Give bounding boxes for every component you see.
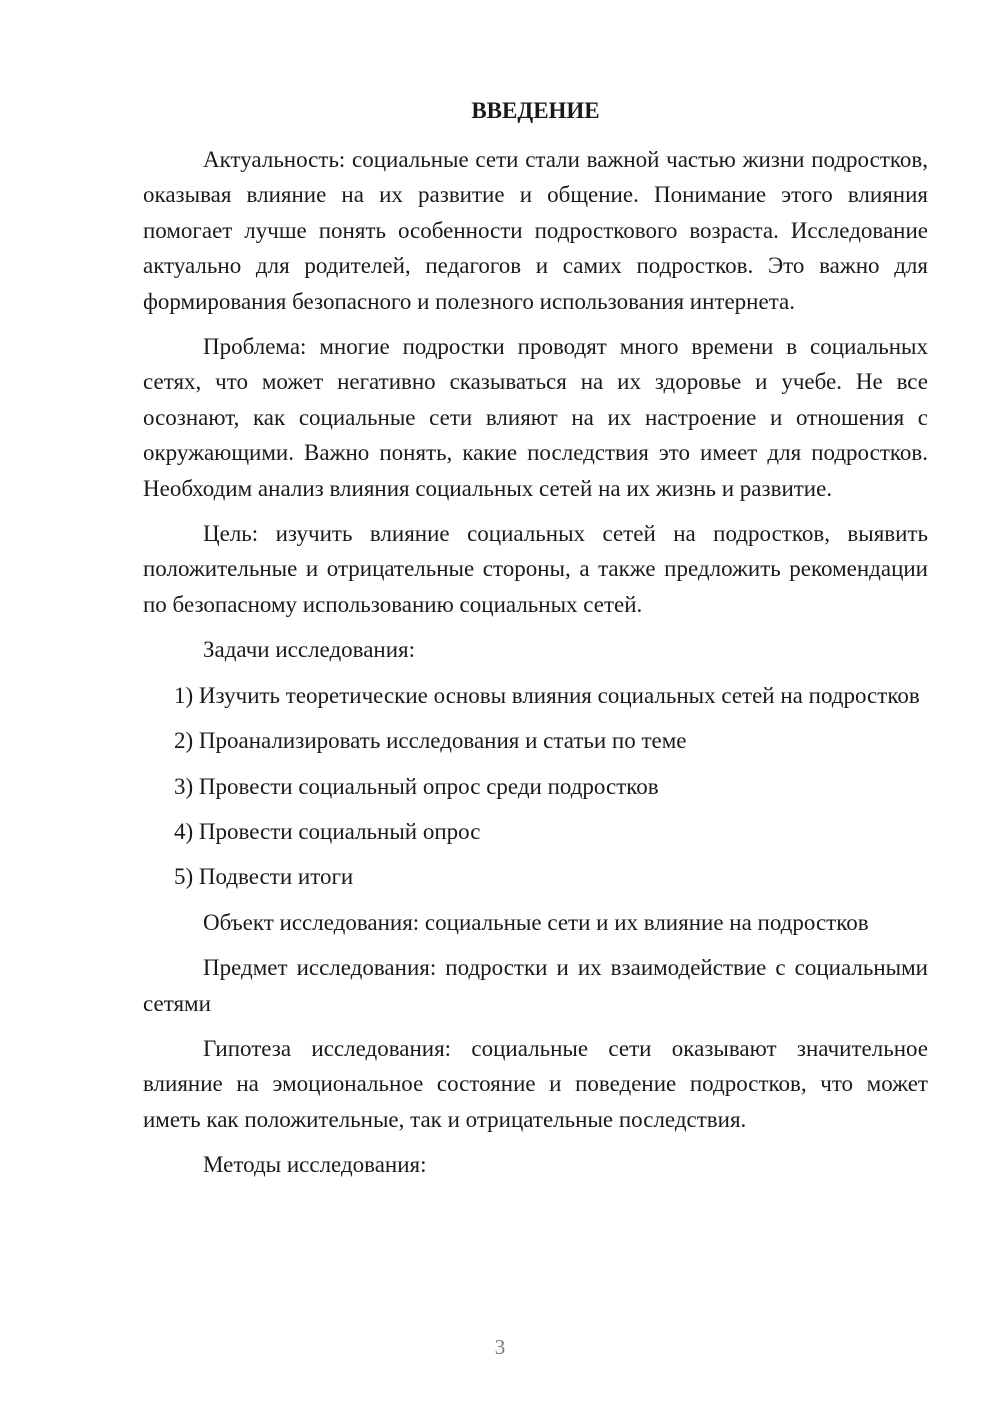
page-title: ВВЕДЕНИЕ bbox=[471, 98, 600, 123]
document-body bbox=[143, 142, 928, 1193]
paragraph-hypothesis: Гипотеза исследования: социальные сети оказывают значительное влияние на эмоциональное состояние и поведение подростков, что может иметь как положительные, так и отрицательные последствия. bbox=[143, 1035, 928, 1132]
paragraph-relevance: Актуальность: социальные сети стали важной частью жизни подростков, оказывая влияние на их развитие и общение. Понимание этого влияния помогает лучше понять особенности подросткового возраста. Исследование актуально для родителей, педагогов и самих подростков. Это важно для формирования безопасного и полезного использования интернета. bbox=[143, 147, 928, 314]
methods-title: Методы исследования: bbox=[203, 1152, 427, 1178]
paragraph-problem: Проблема: многие подростки проводят много времени в социальных сетях, что может негативно сказываться на их здоровье и учебе. Не все осознают, как социальные сети влияют на их настроение и отношения с окружающими. Важно понять, какие последствия это имеет для подростков. Необходим анализ влияния социальных сетей на их жизнь и развитие. bbox=[143, 334, 928, 501]
task-item-2: 2) Проанализировать исследования и статьи по теме bbox=[174, 728, 687, 754]
task-item-3: 3) Провести социальный опрос среди подростков bbox=[174, 773, 659, 799]
tasks-title: Задачи исследования: bbox=[203, 637, 416, 663]
task-item-1: 1) Изучить теоретические основы влияния социальных сетей на подростков bbox=[174, 682, 920, 708]
paragraph-goal: Цель: изучить влияние социальных сетей на подростков, выявить положительные и отрицательные стороны, а также предложить рекомендации по безопасному использованию социальных сетей. bbox=[143, 521, 928, 617]
task-item-4: 4) Провести социальный опрос bbox=[174, 818, 481, 844]
paragraph-subject: Предмет исследования: подростки и их взаимодействие с социальными сетями bbox=[143, 955, 928, 1016]
paragraph-object: Объект исследования: социальные сети и их влияние на подростков bbox=[203, 909, 869, 935]
task-item-5: 5) Подвести итоги bbox=[174, 864, 354, 890]
page-number: 3 bbox=[494, 1335, 506, 1359]
